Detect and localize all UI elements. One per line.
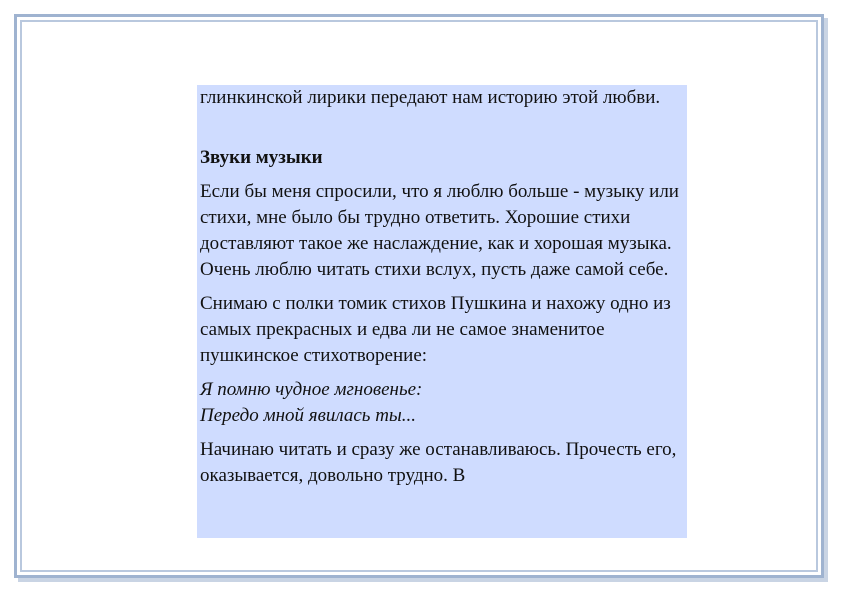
paragraph-1: Если бы меня спросили, что я люблю больше - музыку или стихи, мне было бы трудно ответить. Хорошие стихи доставляют такое же наслаждение, как и хорошая музыка. Очень люблю читать стихи вслух, пусть даже самой себе. [200, 181, 679, 280]
paragraph-3: Начинаю читать и сразу же останавливаюсь. Прочесть его, оказывается, довольно трудно. В [200, 439, 677, 486]
frame-shadow [18, 578, 828, 582]
frame-shadow [824, 18, 828, 582]
poem-line-2: Передо мной явилась ты... [200, 405, 417, 426]
poem-line-1: Я помню чудное мгновенье: [200, 379, 423, 400]
section-heading: Звуки музыки [200, 147, 323, 168]
paragraph-2: Снимаю с полки томик стихов Пушкина и нахожу одно из самых прекрасных и едва ли не самое знаменитое пушкинское стихотворение: [200, 293, 671, 366]
poem-quote [200, 377, 683, 429]
text-box[interactable] [197, 85, 687, 538]
intro-paragraph: глинкинской лирики передают нам историю этой любви. [200, 87, 661, 108]
